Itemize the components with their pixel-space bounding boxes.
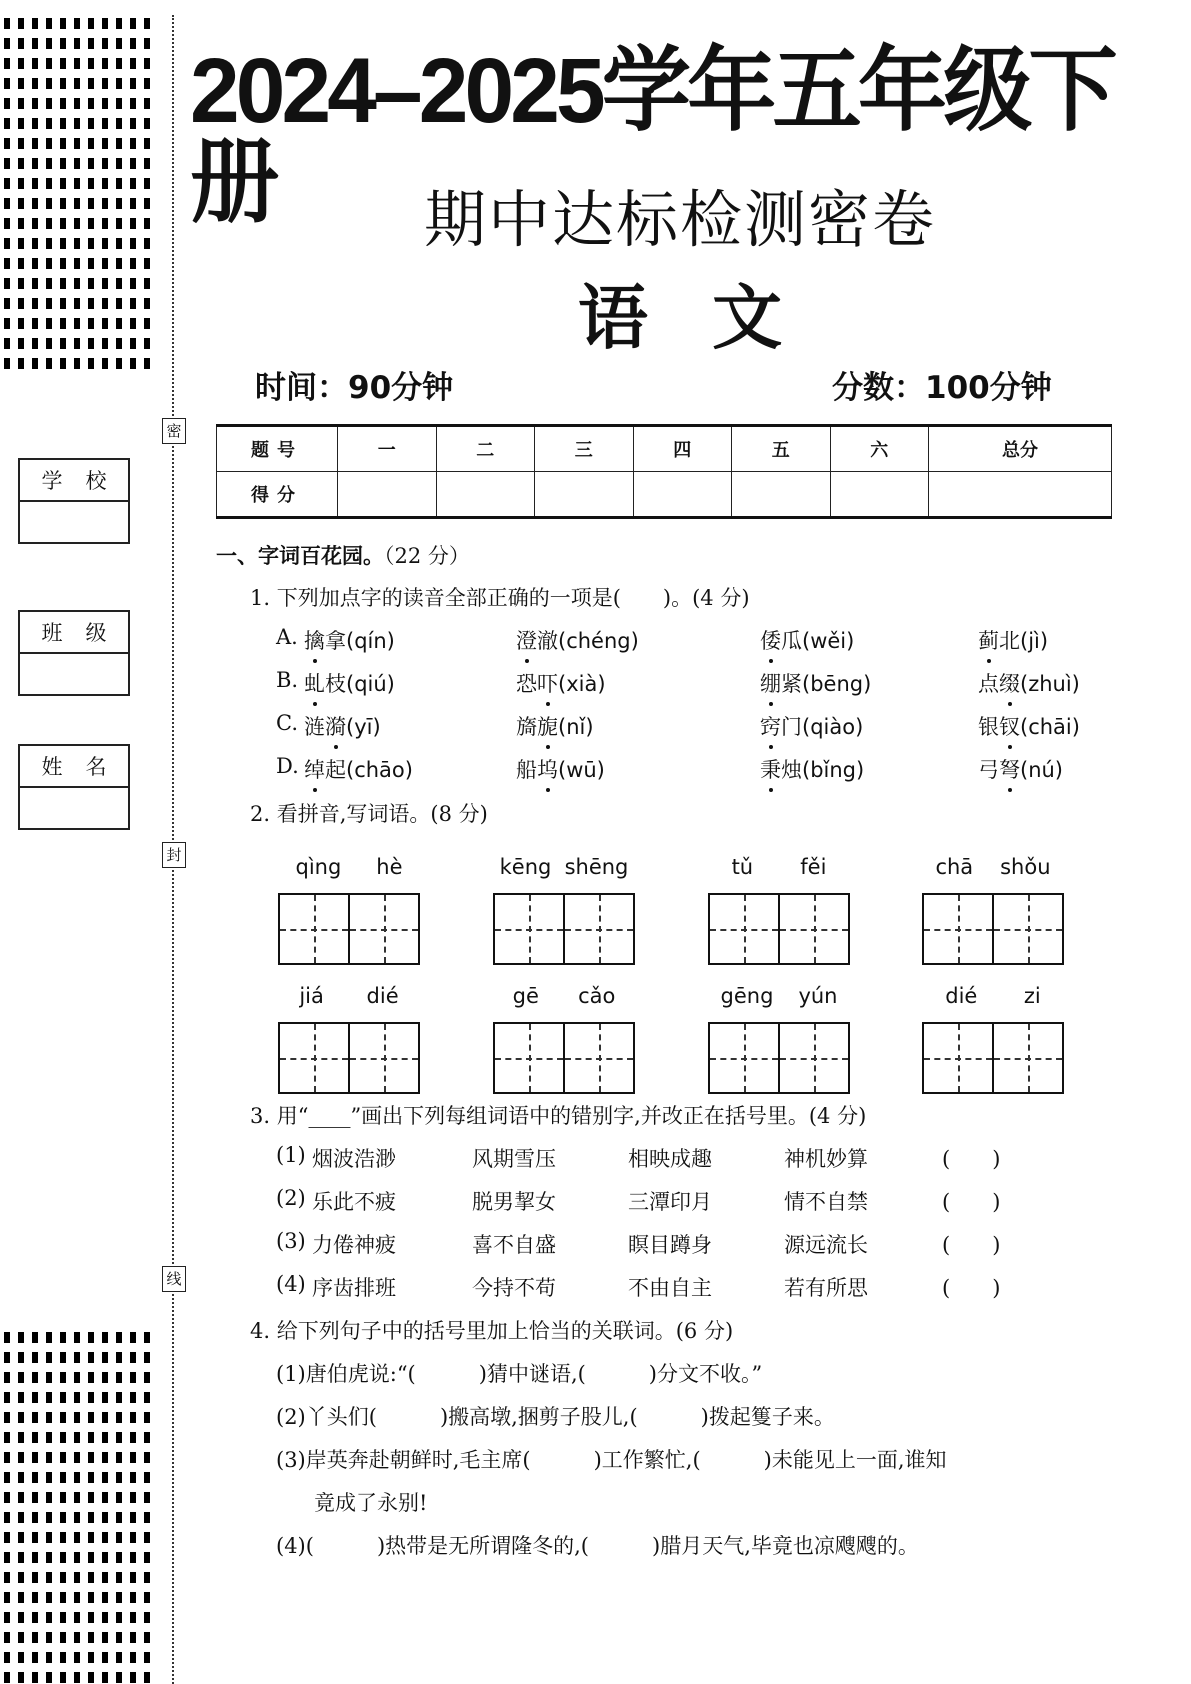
pinyin: dié [945, 984, 978, 1008]
name-label-a: 姓 [41, 755, 63, 779]
header-cell: 题号 [217, 426, 338, 472]
seal-label-feng: 封 [162, 842, 186, 868]
exam-title: 2024–2025学年五年级下册 [190, 40, 1114, 234]
header-cell: 五 [732, 426, 831, 472]
pinyin: shēng [564, 855, 629, 879]
pinyin: (nú) [1020, 758, 1064, 782]
idiom: 风期雪压 [472, 1147, 556, 1171]
conjunction-sentence-4[interactable]: (4)( )热带是无所谓隆冬的,( )腊月天气,毕竟也凉飕飕的。 [276, 1534, 919, 1558]
option-letter: D. [276, 754, 299, 778]
pinyin: gē [512, 984, 539, 1008]
option-letter: A. [276, 625, 298, 649]
pinyin: qìng [295, 855, 342, 879]
char: 起 [325, 758, 346, 782]
score-cell[interactable] [535, 472, 634, 518]
dotted-char: 擒 [304, 625, 325, 655]
header-cell: 二 [436, 426, 535, 472]
idiom: 脱男挈女 [472, 1190, 556, 1214]
row-number: (4) [276, 1272, 306, 1296]
pinyin: (chāo) [346, 758, 413, 782]
dotted-char: 旎 [537, 711, 558, 741]
school-field [18, 458, 130, 544]
char: 北 [999, 629, 1020, 653]
char: 紧 [781, 672, 802, 696]
idiom: 乐此不疲 [312, 1190, 396, 1214]
subject-title: 语 文 [577, 277, 783, 359]
pinyin: (bēng) [802, 672, 872, 696]
conjunction-sentence-3-cont: 竟成了永别! [314, 1491, 428, 1515]
answer-blank[interactable]: ( ) [942, 1147, 1001, 1171]
seal-label-mi: 密 [162, 418, 186, 444]
pinyin: (jì) [1020, 629, 1049, 653]
pinyin: zi [1023, 984, 1041, 1008]
idiom: 烟波浩渺 [312, 1147, 396, 1171]
char: 银 [978, 715, 999, 739]
pinyin: hè [376, 855, 403, 879]
pinyin-writing-box[interactable] [493, 855, 635, 965]
pinyin: (yī) [346, 715, 381, 739]
pinyin: (qín) [346, 629, 395, 653]
idiom: 情不自禁 [784, 1190, 868, 1214]
char: 澈 [537, 629, 558, 653]
char: 枝 [325, 672, 346, 696]
answer-blank[interactable]: ( ) [942, 1233, 1001, 1257]
score-table-header-row [217, 426, 1112, 472]
dotted-char: 虬 [304, 668, 325, 698]
dotted-char: 窍 [760, 711, 781, 741]
idiom: 瞑目蹲身 [628, 1233, 712, 1257]
class-label-a: 班 [41, 621, 63, 645]
score-cell[interactable] [436, 472, 535, 518]
answer-blank[interactable]: ( ) [942, 1276, 1001, 1300]
exam-subtitle: 期中达标检测密卷 [423, 183, 936, 256]
idiom: 相映成趣 [628, 1147, 712, 1171]
question-1-stem: 1. 下列加点字的读音全部正确的一项是( )。(4 分) [250, 586, 750, 610]
idiom: 今持不苟 [472, 1276, 556, 1300]
name-field [18, 744, 130, 830]
dotted-char: 漪 [325, 711, 346, 741]
header-cell: 总分 [929, 426, 1112, 472]
dotted-char: 绰 [304, 754, 325, 784]
dotted-char: 坞 [537, 754, 558, 784]
dotted-char: 蓟 [978, 625, 999, 655]
pinyin-writing-box[interactable] [708, 984, 850, 1094]
question-3-stem: 3. 用“____”画出下列每组词语中的错别字,并改正在括号里。(4 分) [250, 1104, 867, 1128]
question-2-stem: 2. 看拼音,写词语。(8 分) [250, 802, 488, 826]
score-table [216, 424, 1112, 519]
pinyin: dié [366, 984, 399, 1008]
time-limit: 时间：90分钟 [255, 370, 454, 406]
pinyin: kēng [499, 855, 552, 879]
pinyin-writing-box[interactable] [493, 984, 635, 1094]
char: 弓 [978, 758, 999, 782]
score-cell[interactable] [338, 472, 437, 518]
char: 点 [978, 672, 999, 696]
class-field [18, 610, 130, 696]
pinyin-writing-box[interactable] [278, 984, 420, 1094]
conjunction-sentence-2[interactable]: (2)丫头们( )搬高墩,捆剪子股儿,( )拨起篗子来。 [276, 1405, 835, 1429]
header-cell: 三 [535, 426, 634, 472]
pinyin: fěi [800, 855, 827, 879]
char: 旖 [516, 715, 537, 739]
idiom: 喜不自盛 [472, 1233, 556, 1257]
idiom: 序齿排班 [312, 1276, 396, 1300]
idiom: 力倦神疲 [312, 1233, 396, 1257]
pinyin: (qiú) [346, 672, 395, 696]
char: 门 [781, 715, 802, 739]
header-cell: 六 [830, 426, 929, 472]
score-row-label: 得分 [217, 472, 338, 518]
dotted-char: 钗 [999, 711, 1020, 741]
idiom: 三潭印月 [628, 1190, 712, 1214]
idiom: 神机妙算 [784, 1147, 868, 1171]
pinyin: gēng [720, 984, 774, 1008]
pinyin: (xià) [558, 672, 606, 696]
char: 涟 [304, 715, 325, 739]
decorative-dot-pattern-top [4, 18, 154, 378]
tianzige-grid[interactable] [278, 893, 420, 965]
section-title-text: 一、字词百花园。 [216, 544, 384, 568]
tianzige-grid[interactable] [493, 893, 635, 965]
tianzige-grid[interactable] [708, 1022, 850, 1094]
pinyin: (zhuì) [1020, 672, 1080, 696]
school-input[interactable] [20, 502, 128, 542]
pinyin: chā [935, 855, 974, 879]
row-number: (2) [276, 1186, 306, 1210]
header-cell: 一 [338, 426, 437, 472]
pinyin: (chéng) [558, 629, 639, 653]
idiom: 若有所思 [784, 1276, 868, 1300]
pinyin-writing-box[interactable] [708, 855, 850, 965]
char: 拿 [325, 629, 346, 653]
dotted-char: 吓 [537, 668, 558, 698]
pinyin: jiá [299, 984, 324, 1008]
row-number: (1) [276, 1143, 306, 1167]
pinyin: yún [798, 984, 838, 1008]
tianzige-grid[interactable] [922, 1022, 1064, 1094]
dotted-char: 弩 [999, 754, 1020, 784]
pinyin: (chāi) [1020, 715, 1080, 739]
tianzige-grid[interactable] [278, 1022, 420, 1094]
conjunction-sentence-1[interactable]: (1)唐伯虎说:“( )猜中谜语,( )分文不收。” [276, 1362, 763, 1386]
char: 瓜 [781, 629, 802, 653]
score-cell[interactable] [929, 472, 1112, 518]
conjunction-sentence-3[interactable]: (3)岸英奔赴朝鲜时,毛主席( )工作繁忙,( )未能见上一面,谁知 [276, 1448, 947, 1472]
dotted-char: 绷 [760, 668, 781, 698]
dotted-char: 缀 [999, 668, 1020, 698]
char: 船 [516, 758, 537, 782]
section-points: （22 分） [384, 544, 470, 568]
pinyin: (bǐng) [802, 758, 865, 782]
dotted-char: 倭 [760, 625, 781, 655]
header-cell: 四 [633, 426, 732, 472]
score-cell[interactable] [830, 472, 929, 518]
tianzige-grid[interactable] [493, 1022, 635, 1094]
section-title [216, 540, 470, 570]
char: 烛 [781, 758, 802, 782]
score-cell[interactable] [633, 472, 732, 518]
option-letter: C. [276, 711, 298, 735]
tianzige-grid[interactable] [922, 893, 1064, 965]
pinyin: (wū) [558, 758, 605, 782]
pinyin: (qiào) [802, 715, 864, 739]
row-number: (3) [276, 1229, 306, 1253]
name-input[interactable] [20, 788, 128, 828]
char: 恐 [516, 672, 537, 696]
pinyin-writing-box[interactable] [278, 855, 420, 965]
dotted-char: 澄 [516, 625, 537, 655]
pinyin: cǎo [578, 984, 616, 1008]
school-label-b: 校 [85, 469, 107, 493]
option-letter: B. [276, 668, 299, 692]
idiom: 源远流长 [784, 1233, 868, 1257]
school-label-a: 学 [41, 469, 63, 493]
tianzige-grid[interactable] [708, 893, 850, 965]
class-input[interactable] [20, 654, 128, 694]
pinyin: (wěi) [802, 629, 855, 653]
seal-label-xian: 线 [162, 1266, 186, 1292]
total-score: 分数：100分钟 [832, 370, 1052, 406]
name-label-b: 名 [85, 755, 107, 779]
decorative-dot-pattern-bottom [4, 1332, 154, 1684]
class-label-b: 级 [85, 621, 107, 645]
score-cell[interactable] [732, 472, 831, 518]
idiom: 不由自主 [628, 1276, 712, 1300]
pinyin: shǒu [1000, 855, 1051, 879]
pinyin-writing-box[interactable] [922, 984, 1064, 1094]
score-table-score-row [217, 472, 1112, 518]
pinyin: tǔ [731, 855, 754, 879]
question-4-stem: 4. 给下列句子中的括号里加上恰当的关联词。(6 分) [250, 1319, 734, 1343]
pinyin-writing-box[interactable] [922, 855, 1064, 965]
answer-blank[interactable]: ( ) [942, 1190, 1001, 1214]
dotted-char: 秉 [760, 754, 781, 784]
pinyin: (nǐ) [558, 715, 594, 739]
